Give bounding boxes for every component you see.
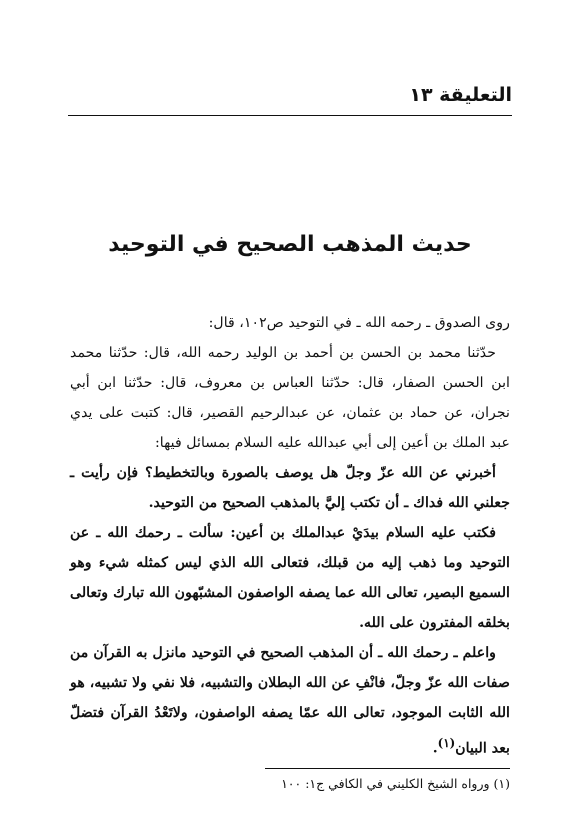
paragraph-question: أخبرني عن الله عزّ وجلّ هل يوصف بالصورة وبالتخطيط؟ فإن رأيت ـ جعلني الله فداك ـ أن تكتب إليَّ بالمذهب الصحيح من التوحيد.	[70, 465, 510, 511]
body-text	[70, 308, 510, 764]
paragraph-conclusion-text: واعلم ـ رحمك الله ـ أن المذهب الصحيح في التوحيد مانزل به القرآن من صفات الله عزّ وجلّ، فانْفِ عن الله البطلان والتشبيه، فلا نفي ولا تشبيه، هو الله الثابت الموجود، تعالى الله عمّا يصفه الواصفون، ولاتَعْدُ القرآن فتضلّ بعد البيان	[70, 645, 510, 757]
chapter-title: حديث المذهب الصحيح في التوحيد	[108, 232, 472, 257]
paragraph-conclusion: واعلم ـ رحمك الله ـ أن المذهب الصحيح في التوحيد مانزل به القرآن من صفات الله عزّ وجلّ، فانْفِ عن الله البطلان والتشبيه، فلا نفي ولا تشبيه، هو الله الثابت الموجود، تعالى الله عمّا يصفه الواصفون، ولاتَعْدُ القرآن فتضلّ بعد البيان$^{(١)}$.	[70, 645, 510, 757]
footnote-marker: (١)	[437, 736, 456, 750]
paragraph-intro: روى الصدوق ـ رحمه الله ـ في التوحيد ص١٠٢، قال:	[208, 315, 510, 331]
footnote-divider	[265, 768, 510, 769]
footnote: (١) ورواه الشيخ الكليني في الكافي ج١: ١٠٠	[281, 776, 510, 791]
paragraph-chain: حدّثنا محمد بن الحسن بن أحمد بن الوليد رحمه الله، قال: حدّثنا محمد ابن الحسن الصفار، قال: حدّثنا العباس بن معروف، قال: حدّثنا ابن أبي نجران، عن حماد بن عثمان، عن عبدالرحيم القصير، قال: كتبت على يدي عبد الملك بن أعين إلى أبي عبدالله عليه السلام بمسائل فيها:	[70, 345, 510, 451]
paragraph-answer: فكتب عليه السلام بيدَيْ عبدالملك بن أعين: سألت ـ رحمك الله ـ عن التوحيد وما ذهب إليه من قبلك، فتعالى الله الذي ليس كمثله شيء وهو السميع البصير، تعالى الله عما يصفه الواصفون المشبّهون الله تبارك وتعالى بخلقه المفترون على الله.	[70, 525, 510, 631]
running-header: التعليقة ١٣	[68, 84, 512, 116]
